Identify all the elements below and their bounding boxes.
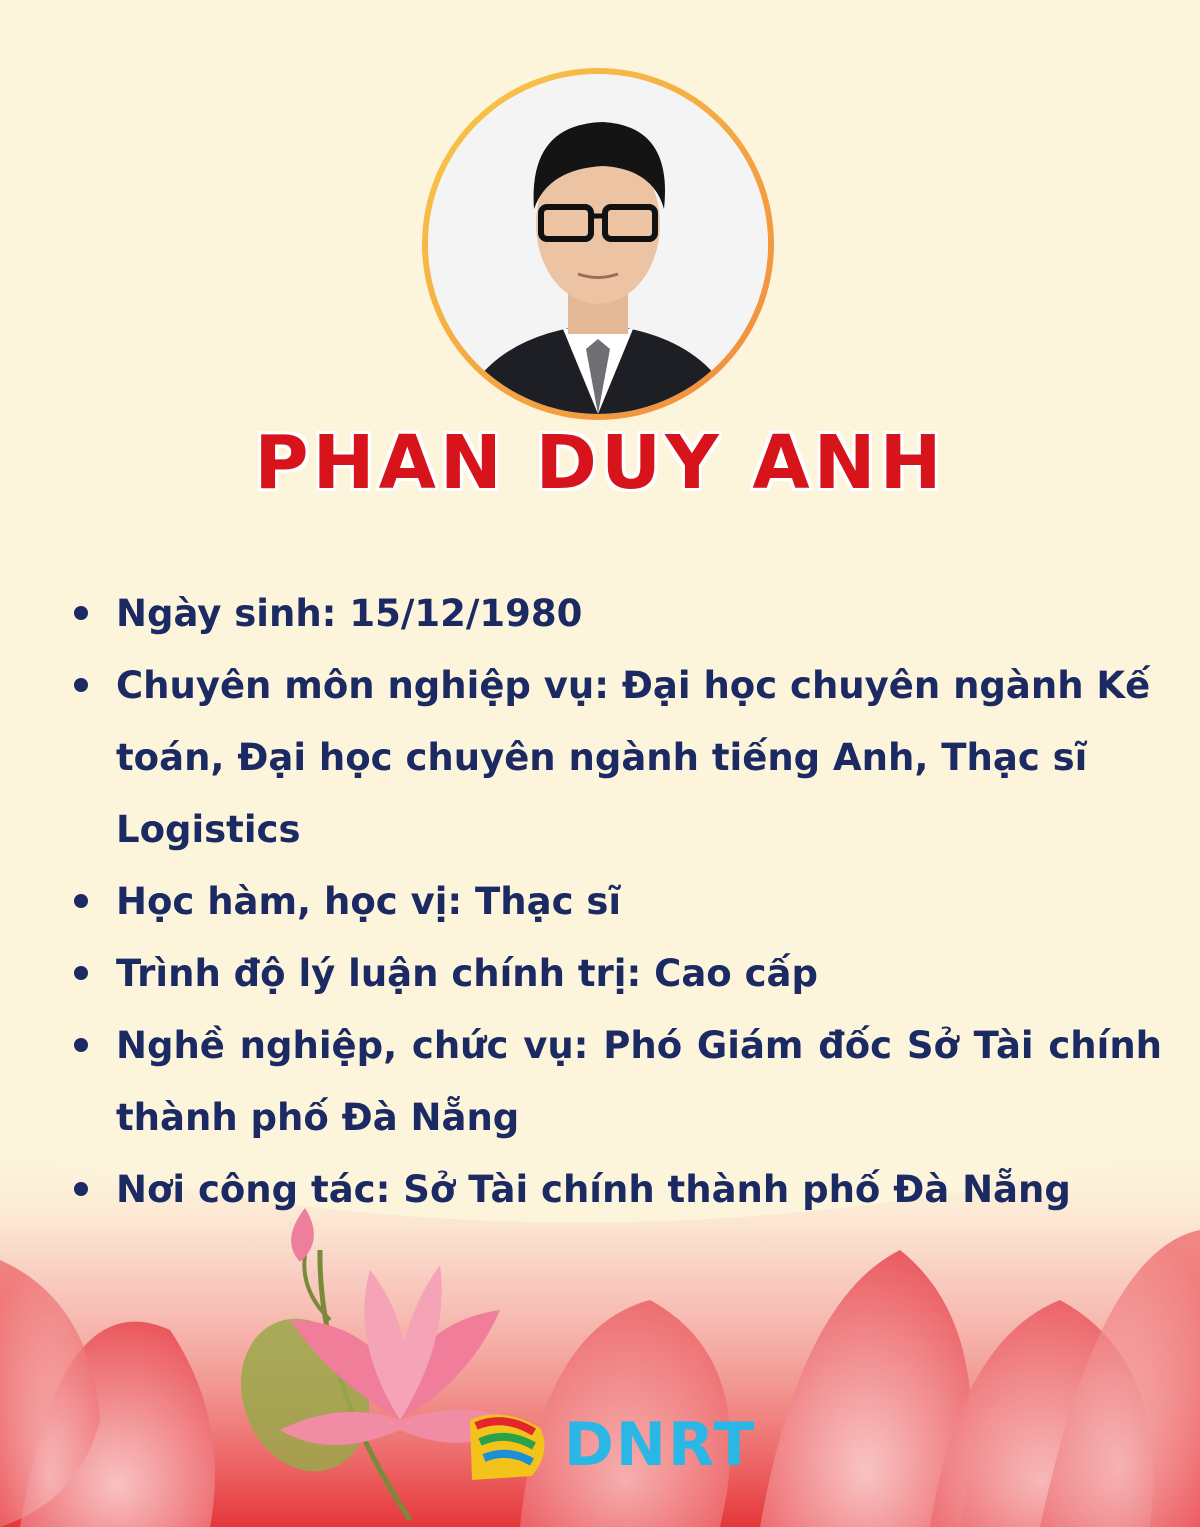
dnrt-logo-icon: [462, 1406, 552, 1486]
occupation-position: Nghề nghiệp, chức vụ: Phó Giám đốc Sở Tài chính thành phố Đà Nẵng: [72, 1010, 1162, 1154]
dnrt-logo-text: DNRT: [564, 1410, 757, 1480]
person-icon: [428, 74, 768, 414]
birth-date: Ngày sinh: 15/12/1980: [72, 578, 1162, 650]
academic-degree: Học hàm, học vị: Thạc sĩ: [72, 866, 1162, 938]
professional-qualification: Chuyên môn nghiệp vụ: Đại học chuyên ngành Kế toán, Đại học chuyên ngành tiếng Anh, Thạc sĩ Logistics: [72, 650, 1162, 866]
portrait-frame: [422, 68, 774, 420]
political-theory-level: Trình độ lý luận chính trị: Cao cấp: [72, 938, 1162, 1010]
workplace: Nơi công tác: Sở Tài chính thành phố Đà Nẵng: [72, 1154, 1162, 1226]
dnrt-logo: [462, 1406, 757, 1486]
person-name: PHAN DUY ANH: [254, 420, 946, 506]
info-list: [72, 578, 1162, 1226]
portrait-photo: [428, 74, 768, 414]
